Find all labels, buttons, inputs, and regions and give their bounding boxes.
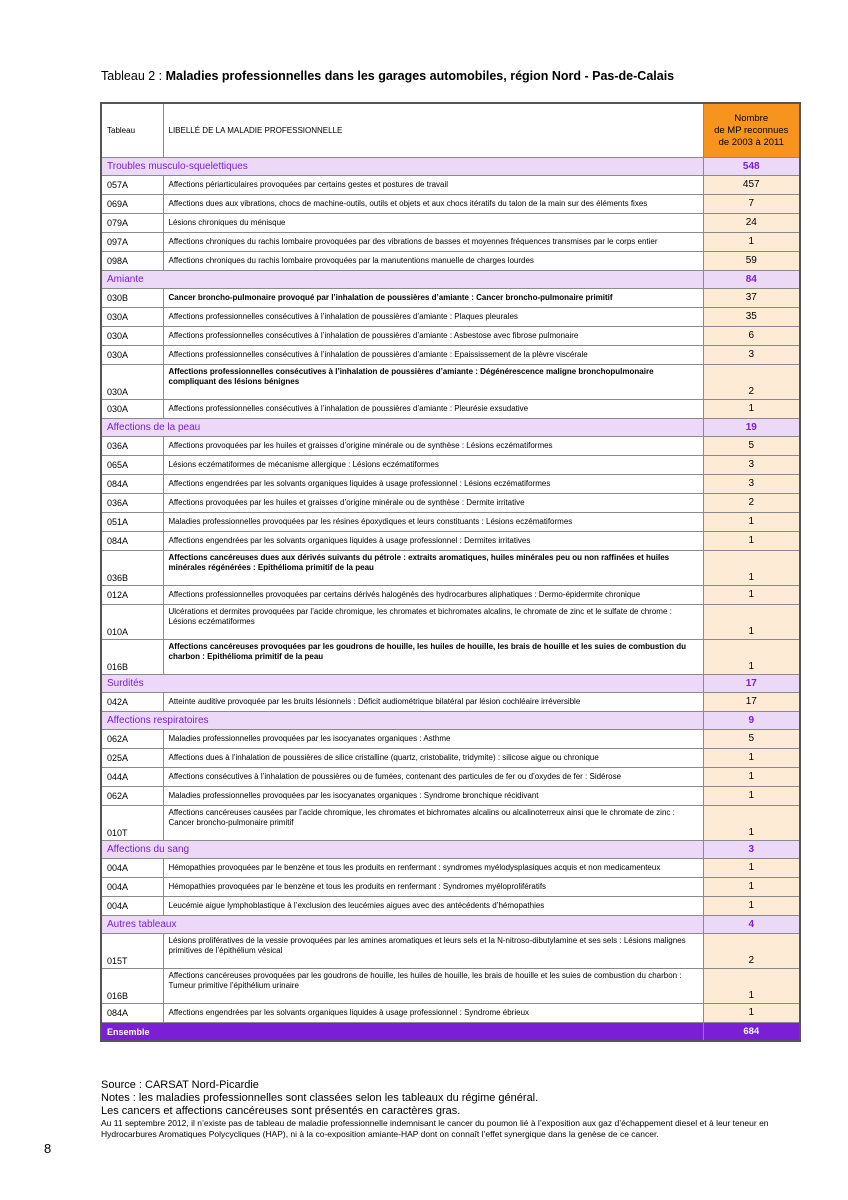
category-total: 4 [703, 916, 800, 934]
notes-block [101, 1079, 801, 1139]
total-row [101, 1023, 800, 1042]
row-label: Affections cancéreuses causées par l’acide chromique, les chromates et bichromates alcalins ou alcalinoterreux ainsi que le chromate de zinc : Cancer broncho-pulmonaire primitif [163, 806, 703, 841]
category-name: Affections de la peau [101, 419, 703, 437]
row-code: 098A [101, 252, 163, 271]
row-label: Affections cancéreuses provoquées par les goudrons de houille, les huiles de houille, les brais de houille et les suies de combustion du charbon : Epithélioma primitif de la peau [163, 640, 703, 675]
row-code: 030A [101, 327, 163, 346]
row-value: 3 [703, 346, 800, 365]
row-label: Hémopathies provoquées par le benzène et tous les produits en renfermant : Syndromes myéloprolifératifs [163, 878, 703, 897]
row-label: Affections professionnelles consécutives à l’inhalation de poussières d’amiante : Asbestose avec fibrose pulmonaire [163, 327, 703, 346]
category-name: Affections du sang [101, 841, 703, 859]
row-label: Affections cancéreuses provoquées par les goudrons de houille, les huiles de houille, les brais de houille et les suies de combustion du charbon : Tumeur primitive l’épithélium urinaire [163, 969, 703, 1004]
row-value: 1 [703, 897, 800, 916]
category-row [101, 271, 800, 289]
row-label: Hémopathies provoquées par le benzène et tous les produits en renfermant : syndromes myélodysplasiques acquis et non medicamenteux [163, 859, 703, 878]
row-value: 1 [703, 749, 800, 768]
category-total: 84 [703, 271, 800, 289]
table-row [101, 365, 800, 400]
table-row [101, 1004, 800, 1023]
category-name: Autres tableaux [101, 916, 703, 934]
table-row [101, 532, 800, 551]
row-label: Affections périarticulaires provoquées par certains gestes et postures de travail [163, 176, 703, 195]
page-number: 8 [44, 1141, 52, 1156]
row-value: 3 [703, 475, 800, 494]
row-value: 2 [703, 934, 800, 969]
table-row [101, 308, 800, 327]
row-value: 1 [703, 787, 800, 806]
table-row [101, 730, 800, 749]
row-value: 1 [703, 859, 800, 878]
row-value: 457 [703, 176, 800, 195]
row-code: 036B [101, 551, 163, 586]
table-row [101, 346, 800, 365]
row-code: 016B [101, 640, 163, 675]
row-value: 1 [703, 551, 800, 586]
row-label: Affections chroniques du rachis lombaire provoquées par des vibrations de basses et moyennes fréquences transmises par le corps entier [163, 233, 703, 252]
table-row [101, 693, 800, 712]
table-row [101, 233, 800, 252]
row-code: 062A [101, 730, 163, 749]
row-code: 010A [101, 605, 163, 640]
row-label: Affections engendrées par les solvants organiques liquides à usage professionnel : Syndrome ébrieux [163, 1004, 703, 1023]
total-label: Ensemble [101, 1023, 703, 1042]
row-code: 025A [101, 749, 163, 768]
row-value: 5 [703, 437, 800, 456]
category-name: Troubles musculo-squelettiques [101, 158, 703, 176]
table-row [101, 586, 800, 605]
row-label: Affections professionnelles consécutives à l’inhalation de poussières d’amiante : Plaques pleurales [163, 308, 703, 327]
row-label: Maladies professionnelles provoquées par les isocyanates organiques : Asthme [163, 730, 703, 749]
row-code: 069A [101, 195, 163, 214]
row-label: Atteinte auditive provoquée par les bruits lésionnels : Déficit audiométrique bilatéral par lésion cochléaire irréversible [163, 693, 703, 712]
table-row [101, 195, 800, 214]
row-label: Lésions chroniques du ménisque [163, 214, 703, 233]
row-code: 030A [101, 308, 163, 327]
row-code: 084A [101, 475, 163, 494]
category-total: 19 [703, 419, 800, 437]
row-value: 17 [703, 693, 800, 712]
row-code: 084A [101, 1004, 163, 1023]
row-value: 1 [703, 586, 800, 605]
row-value: 3 [703, 456, 800, 475]
total-value: 684 [703, 1023, 800, 1042]
row-label: Affections professionnelles provoquées par certains dérivés halogénés des hydrocarbures aliphatiques : Dermo-épidermite chronique [163, 586, 703, 605]
table-row [101, 806, 800, 841]
table-row [101, 969, 800, 1004]
maladies-table [100, 102, 801, 1042]
row-label: Lésions prolifératives de la vessie provoquées par les amines aromatiques et leurs sels et la N-nitroso-dibutylamine et ses sels : Lésions malignes primitives de l’épithélium vésical [163, 934, 703, 969]
row-label: Affections consécutives à l’inhalation de poussières ou de fumées, contenant des particules de fer ou d’oxydes de fer : Sidérose [163, 768, 703, 787]
row-label: Cancer broncho-pulmonaire provoqué par l’inhalation de poussières d’amiante : Cancer broncho-pulmonaire primitif [163, 289, 703, 308]
row-value: 35 [703, 308, 800, 327]
category-total: 9 [703, 712, 800, 730]
row-code: 030A [101, 346, 163, 365]
row-value: 1 [703, 640, 800, 675]
table-row [101, 640, 800, 675]
row-value: 24 [703, 214, 800, 233]
category-name: Surdités [101, 675, 703, 693]
row-label: Lésions eczématiformes de mécanisme allergique : Lésions eczématiformes [163, 456, 703, 475]
row-value: 37 [703, 289, 800, 308]
row-label: Affections dues à l’inhalation de poussières de silice cristalline (quartz, cristobalite, tridymite) : silicose aigue ou chronique [163, 749, 703, 768]
table-header-row [101, 103, 800, 158]
row-label: Affections engendrées par les solvants organiques liquides à usage professionnel : Dermites irritatives [163, 532, 703, 551]
table-row [101, 513, 800, 532]
row-label: Ulcérations et dermites provoquées par l’acide chromique, les chromates et bichromates alcalins, le chromate de zinc et le sulfate de chrome : Lésions eczématiformes [163, 605, 703, 640]
row-code: 079A [101, 214, 163, 233]
table-row [101, 400, 800, 419]
category-name: Affections respiratoires [101, 712, 703, 730]
row-value: 6 [703, 327, 800, 346]
table-row [101, 787, 800, 806]
header-nombre-line: de 2003 à 2011 [718, 136, 784, 148]
source-note: Source : CARSAT Nord-Picardie [101, 1079, 259, 1091]
row-label: Affections chroniques du rachis lombaire provoquées par la manutentions manuelle de charges lourdes [163, 252, 703, 271]
title-prefix: Tableau 2 : [101, 69, 166, 83]
row-value: 1 [703, 878, 800, 897]
row-code: 030A [101, 365, 163, 400]
category-row [101, 712, 800, 730]
table-row [101, 176, 800, 195]
row-code: 030A [101, 400, 163, 419]
category-total: 548 [703, 158, 800, 176]
row-label: Affections provoquées par les huiles et graisses d’origine minérale ou de synthèse : Dermite irritative [163, 494, 703, 513]
table-row [101, 605, 800, 640]
category-row [101, 916, 800, 934]
table-title [101, 69, 801, 83]
row-value: 1 [703, 806, 800, 841]
row-code: 010T [101, 806, 163, 841]
row-code: 051A [101, 513, 163, 532]
table-row [101, 494, 800, 513]
table-row [101, 475, 800, 494]
row-value: 1 [703, 532, 800, 551]
table-row [101, 437, 800, 456]
row-code: 012A [101, 586, 163, 605]
row-code: 044A [101, 768, 163, 787]
row-code: 030B [101, 289, 163, 308]
row-label: Affections cancéreuses dues aux dérivés suivants du pétrole : extraits aromatiques, huiles minérales peu ou non raffinées et huiles minérales régénérées : Epithélioma primitif de la peau [163, 551, 703, 586]
diesel-note: Au 11 septembre 2012, il n’existe pas de tableau de maladie professionnelle indemnisant le cancer du poumon lié à l’exposition aux gaz d’échappement diesel et à leur teneur en Hydrocarbures Aromatiques Polycycliques (HAP), ni à la co-exposition amiante-HAP dont on connaît l’effet synergique dans la genèse de ce cancer. [101, 1118, 769, 1139]
header-nombre-line: de MP reconnues [714, 124, 789, 136]
row-code: 036A [101, 494, 163, 513]
row-code: 015T [101, 934, 163, 969]
row-label: Affections provoquées par les huiles et graisses d’origine minérale ou de synthèse : Lésions eczématiformes [163, 437, 703, 456]
row-value: 1 [703, 969, 800, 1004]
header-libelle: LIBELLÉ DE LA MALADIE PROFESSIONNELLE [163, 103, 703, 158]
row-code: 084A [101, 532, 163, 551]
header-tableau: Tableau [101, 103, 163, 158]
row-value: 7 [703, 195, 800, 214]
row-code: 057A [101, 176, 163, 195]
row-code: 036A [101, 437, 163, 456]
row-label: Leucémie aigue lymphoblastique à l’exclusion des leucémies aigues avec des antécédents d’hémopathies [163, 897, 703, 916]
row-code: 004A [101, 859, 163, 878]
category-row [101, 158, 800, 176]
table-row [101, 859, 800, 878]
table-row [101, 289, 800, 308]
table-row [101, 749, 800, 768]
row-code: 004A [101, 878, 163, 897]
row-value: 1 [703, 400, 800, 419]
header-nombre-line: Nombre [734, 112, 769, 124]
row-value: 1 [703, 1004, 800, 1023]
row-label: Affections professionnelles consécutives à l’inhalation de poussières d’amiante : Epaississement de la plèvre viscérale [163, 346, 703, 365]
row-label: Affections professionnelles consécutives à l’inhalation de poussières d’amiante : Pleurésie exsudative [163, 400, 703, 419]
row-label: Affections dues aux vibrations, chocs de machine-outils, outils et objets et aux chocs itératifs du talon de la main sur des éléments fixes [163, 195, 703, 214]
row-value: 5 [703, 730, 800, 749]
row-label: Maladies professionnelles provoquées par les résines époxydiques et leurs constituants : Lésions eczématiformes [163, 513, 703, 532]
row-code: 097A [101, 233, 163, 252]
row-value: 1 [703, 233, 800, 252]
row-value: 1 [703, 605, 800, 640]
table-row [101, 456, 800, 475]
row-value: 2 [703, 365, 800, 400]
table-row [101, 214, 800, 233]
title-main: Maladies professionnelles dans les garages automobiles, région Nord - Pas-de-Calais [165, 69, 675, 83]
row-code: 062A [101, 787, 163, 806]
row-label: Affections professionnelles consécutives à l’inhalation de poussières d’amiante : Dégénérescence maligne bronchopulmonaire compliquant des lésions bénignes [163, 365, 703, 400]
category-row [101, 419, 800, 437]
table-row [101, 897, 800, 916]
row-value: 59 [703, 252, 800, 271]
table-row [101, 878, 800, 897]
row-code: 004A [101, 897, 163, 916]
header-nombre [703, 103, 800, 158]
category-row [101, 841, 800, 859]
row-code: 042A [101, 693, 163, 712]
row-code: 065A [101, 456, 163, 475]
category-total: 17 [703, 675, 800, 693]
table-row [101, 551, 800, 586]
row-value: 1 [703, 768, 800, 787]
row-value: 2 [703, 494, 800, 513]
row-code: 016B [101, 969, 163, 1004]
category-row [101, 675, 800, 693]
table-row [101, 327, 800, 346]
row-label: Maladies professionnelles provoquées par les isocyanates organiques : Syndrome bronchique récidivant [163, 787, 703, 806]
table-row [101, 252, 800, 271]
bold-note: Les cancers et affections cancéreuses sont présentés en caractères gras. [101, 1105, 461, 1117]
row-label: Affections engendrées par les solvants organiques liquides à usage professionnel : Lésions eczématiformes [163, 475, 703, 494]
row-value: 1 [703, 513, 800, 532]
classification-note: Notes : les maladies professionnelles sont classées selon les tableaux du régime général. [101, 1092, 539, 1104]
table-row [101, 934, 800, 969]
category-name: Amiante [101, 271, 703, 289]
table-row [101, 768, 800, 787]
category-total: 3 [703, 841, 800, 859]
